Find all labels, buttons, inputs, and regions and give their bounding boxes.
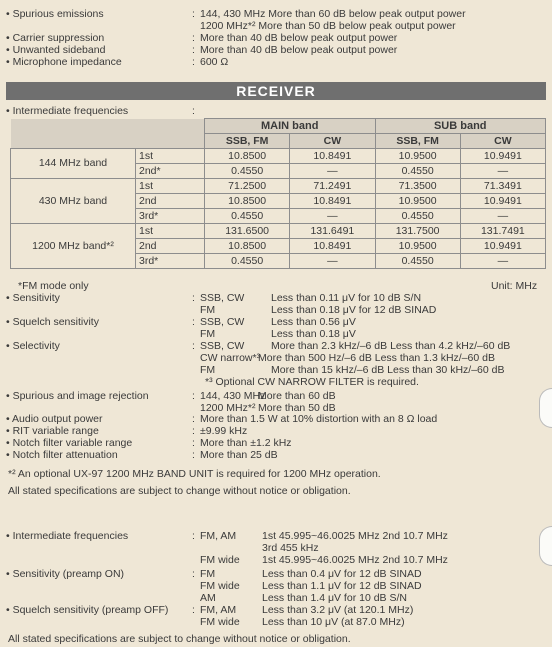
value-cell: 10.8491 [290,239,375,254]
spec-label-text: Sensitivity (preamp ON) [12,568,125,580]
colon: : [192,530,195,542]
spec-value: More than ±1.2 kHz [200,437,292,449]
spec-label-text: Notch filter attenuation [12,449,118,461]
value-cell: 10.8491 [290,149,375,164]
band-cell: 430 MHz band [11,179,136,224]
colon: : [192,44,195,56]
receiver-title: RECEIVER [236,83,316,99]
spec-label-text: Unwanted sideband [12,44,106,56]
value-cell: 0.4550 [205,164,290,179]
value-cell: 10.9500 [375,149,460,164]
receiver-header [6,82,546,100]
spec-value: More than 1.5 W at 10% distortion with an 8 Ω load [200,413,438,425]
spec-label: • Sensitivity (preamp ON) [6,568,125,580]
value-cell: — [290,254,375,269]
spec-value: 3rd 455 kHz [262,542,319,554]
spec-label-text: Spurious emissions [12,8,104,20]
value-cell: 10.8500 [205,239,290,254]
spec-label: • Intermediate frequencies [6,530,129,542]
value-cell: 10.8500 [205,149,290,164]
value-cell: 131.6500 [205,224,290,239]
spec-mode: FM [200,304,216,316]
spec-value: 144, 430 MHz More than 60 dB below peak output power [200,8,466,20]
spec-value: Less than 0.11 μV for 10 dB S/N [271,292,422,304]
spec-label: • Carrier suppression [6,32,105,44]
spec-label: • RIT variable range [6,425,99,437]
colon: : [192,425,195,437]
table-corner [11,119,205,134]
spec-mode: FM wide [200,580,240,592]
colon: : [192,292,195,304]
spec-value: Less than 0.4 μV for 12 dB SINAD [262,568,422,580]
stage-cell: 3rd* [136,254,205,269]
value-cell: 0.4550 [375,209,460,224]
change-note: All stated specifications are subject to change without notice or obligation. [8,633,351,645]
spec-label: • Unwanted sideband [6,44,106,56]
spec-label-text: Microphone impedance [12,56,122,68]
band-cell: 1200 MHz band*² [11,224,136,269]
col-header: CW [460,134,545,149]
spec-value: *³ Optional CW NARROW FILTER is required. [205,376,419,388]
spec-value: More than 60 dB [258,390,336,402]
value-cell: 71.3491 [460,179,545,194]
spec-label-text: Intermediate frequencies [12,530,129,542]
spec-label: • Squelch sensitivity (preamp OFF) [6,604,169,616]
spec-label: • Squelch sensitivity [6,316,99,328]
colon: : [192,413,195,425]
spec-value: More than 50 dB [258,402,336,414]
value-cell: 10.8491 [290,194,375,209]
colon: : [192,316,195,328]
spec-label: • Notch filter attenuation [6,449,118,461]
value-cell: 131.7500 [375,224,460,239]
value-cell: 0.4550 [375,254,460,269]
table-row [11,149,546,164]
colon: : [192,449,195,461]
colon: : [192,390,195,402]
value-cell: 131.6491 [290,224,375,239]
spec-label-text: Notch filter variable range [12,437,133,449]
colon: : [192,105,195,117]
colon: : [192,8,195,20]
spec-label-text: Audio output power [12,413,103,425]
colon: : [192,56,195,68]
spec-label-text: Squelch sensitivity (preamp OFF) [12,604,169,616]
if-table [10,118,546,269]
colon: : [192,340,195,352]
table-header-bands [11,119,546,134]
unit-label: Unit: MHz [491,280,538,292]
main-band-header: MAIN band [205,119,376,134]
spec-label-text: RIT variable range [12,425,99,437]
spec-value: More than 40 dB below peak output power [200,32,398,44]
stage-cell: 2nd [136,239,205,254]
stage-cell: 1st [136,224,205,239]
spec-mode: SSB, CW [200,340,245,352]
spec-value: More than 500 Hz/–6 dB Less than 1.3 kHz/–60 dB [258,352,495,364]
spec-value: Less than 0.56 μV [271,316,356,328]
value-cell: — [460,164,545,179]
spec-value: Less than 1.4 μV for 10 dB S/N [262,592,407,604]
spec-value: 1200 MHz*² More than 50 dB below peak output power [200,20,456,32]
value-cell: 0.4550 [205,209,290,224]
colon: : [192,437,195,449]
table-corner [11,134,205,149]
value-cell: 10.9491 [460,149,545,164]
colon: : [192,568,195,580]
spec-mode: FM wide [200,616,240,628]
value-cell: 71.3500 [375,179,460,194]
spec-value: More than 25 dB [200,449,278,461]
spec-mode: FM, AM [200,530,237,542]
sub-band-header: SUB band [375,119,546,134]
page-tab-marker [539,526,552,566]
spec-label: • Spurious emissions [6,8,104,20]
value-cell: — [290,164,375,179]
spec-value: More than 2.3 kHz/–6 dB Less than 4.2 kHz/–60 dB [271,340,511,352]
value-cell: 71.2500 [205,179,290,194]
value-cell: — [460,209,545,224]
spec-value: Less than 10 μV (at 87.0 MHz) [262,616,405,628]
spec-value: 1st 45.995~46.0025 MHz 2nd 10.7 MHz [262,554,448,566]
table-row [11,224,546,239]
spec-mode: FM, AM [200,604,237,616]
spec-label-text: Spurious and image rejection [12,390,149,402]
band-cell: 144 MHz band [11,149,136,179]
col-header: SSB, FM [375,134,460,149]
stage-cell: 1st [136,179,205,194]
spec-label: • Microphone impedance [6,56,122,68]
value-cell: 0.4550 [205,254,290,269]
stage-cell: 3rd* [136,209,205,224]
spec-value: 1st 45.995~46.0025 MHz 2nd 10.7 MHz [262,530,448,542]
spec-label-text: Squelch sensitivity [12,316,99,328]
spec-label: • Audio output power [6,413,103,425]
spec-value: Less than 1.1 μV for 12 dB SINAD [262,580,422,592]
fm-note: *FM mode only [18,280,89,292]
table-header-modes [11,134,546,149]
spec-value: More than 15 kHz/–6 dB Less than 30 kHz/–60 dB [271,364,505,376]
spec-mode: AM [200,592,216,604]
spec-mode: FM [200,328,216,340]
stage-cell: 1st [136,149,205,164]
spec-mode: 144, 430 MHz [200,390,266,402]
value-cell: 71.2491 [290,179,375,194]
spec-label-text: Selectivity [12,340,60,352]
spec-mode: FM [200,568,216,580]
table-body [11,149,546,269]
spec-label: • Spurious and image rejection [6,390,149,402]
spec-value: ±9.99 kHz [200,425,248,437]
value-cell: 0.4550 [375,164,460,179]
ux97-note: *² An optional UX-97 1200 MHz BAND UNIT is required for 1200 MHz operation. [8,468,381,480]
spec-value: Less than 3.2 μV (at 120.1 MHz) [262,604,414,616]
value-cell: 131.7491 [460,224,545,239]
spec-label: • Selectivity [6,340,60,352]
table-row [11,179,546,194]
value-cell: — [290,209,375,224]
spec-value: 600 Ω [200,56,229,68]
if-label: Intermediate frequencies [12,105,129,117]
spec-mode: FM [200,364,216,376]
value-cell: 10.9500 [375,194,460,209]
spec-value: More than 40 dB below peak output power [200,44,398,56]
stage-cell: 2nd [136,194,205,209]
spec-mode: CW narrow*³ [200,352,261,364]
value-cell: 10.8500 [205,194,290,209]
spec-mode: 1200 MHz*² [200,402,256,414]
spec-label: • Sensitivity [6,292,60,304]
page-tab-marker [539,388,552,428]
spec-label-text: Sensitivity [12,292,60,304]
spec-mode: SSB, CW [200,316,245,328]
value-cell: 10.9491 [460,194,545,209]
change-note: All stated specifications are subject to change without notice or obligation. [8,485,351,497]
spec-mode: SSB, CW [200,292,245,304]
value-cell: 10.9500 [375,239,460,254]
value-cell: 10.9491 [460,239,545,254]
col-header: CW [290,134,375,149]
colon: : [192,32,195,44]
spec-label: • Notch filter variable range [6,437,133,449]
value-cell: — [460,254,545,269]
stage-cell: 2nd* [136,164,205,179]
spec-value: Less than 0.18 μV [271,328,356,340]
if-label-row: • Intermediate frequencies [6,105,129,117]
spec-label-text: Carrier suppression [12,32,105,44]
spec-value: Less than 0.18 μV for 12 dB SINAD [271,304,437,316]
colon: : [192,604,195,616]
col-header: SSB, FM [205,134,290,149]
spec-mode: FM wide [200,554,240,566]
